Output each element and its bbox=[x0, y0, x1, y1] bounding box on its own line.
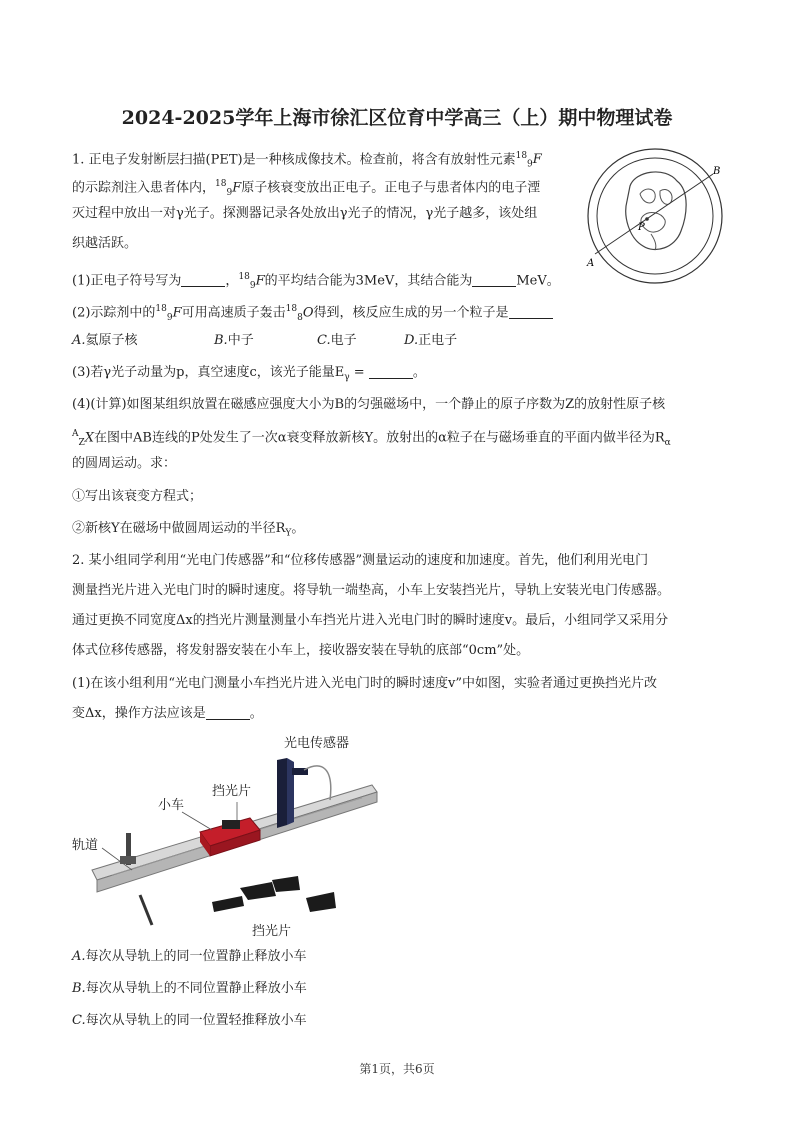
option-letter: A. bbox=[72, 333, 86, 348]
q1-sub3-sub: γ bbox=[344, 372, 350, 383]
q1-sub3-a: (3)若γ光子动量为p，真空速度c，该光子能量E bbox=[72, 365, 345, 380]
q1-sub3-end: 。 bbox=[412, 365, 426, 380]
q2-option-b[interactable] bbox=[72, 980, 307, 998]
q1-sub1: (1)正电子符号写为 ，$^{18}_9$F的平均结合能为3MeV，其结合能为 MeV。 bbox=[72, 272, 560, 291]
q1-intro-line4: 织越活跃。 bbox=[72, 236, 138, 251]
option-text: 中子 bbox=[227, 333, 254, 348]
isotope-f-num: 9 bbox=[226, 187, 233, 198]
answer-blank[interactable] bbox=[472, 272, 516, 287]
q2-sub1-line2-a: 变Δx，操作方法应该是 bbox=[72, 706, 206, 721]
q1-sub4-ii-end: 。 bbox=[291, 521, 305, 536]
q2-sub1-line2-b: 。 bbox=[249, 706, 263, 721]
q1-sub2-a: (2)示踪剂中的 bbox=[72, 305, 156, 321]
q1-sub4-i: ①写出该衰变方程式； bbox=[72, 489, 203, 504]
q1-intro-2b: 原子核衰变放出正电子。正电子与患者体内的电子湮 bbox=[241, 180, 541, 196]
pet-diagram-svg bbox=[585, 146, 725, 286]
page-title: 2024-2025学年上海市徐汇区位育中学高三（上）期中物理试卷 bbox=[121, 107, 673, 129]
isotope-f-symbol: F bbox=[172, 305, 182, 321]
q1-intro-line3: 灭过程中放出一对γ光子。探测器记录各处放出γ光子的情况，γ光子越多，该处组 bbox=[72, 206, 538, 221]
label-p: P bbox=[638, 222, 645, 233]
q1-sub3-b: = bbox=[349, 365, 369, 380]
isotope-f-symbol: F bbox=[532, 152, 542, 168]
option-text: 电子 bbox=[330, 333, 357, 348]
experiment-figure bbox=[72, 730, 382, 940]
q1-sub4-line1: (4)(计算)如图某组织放置在磁感应强度大小为B的匀强磁场中，一个静止的原子序数为Z的放射性原子核 bbox=[72, 397, 666, 412]
q1-sub1-a: (1)正电子符号写为 bbox=[72, 273, 182, 289]
label-sensor: 光电传感器 bbox=[284, 736, 350, 751]
isotope-o-symbol: O bbox=[302, 305, 314, 321]
q1-intro-line1 bbox=[72, 147, 578, 174]
isotope-f-mass: 18 bbox=[238, 272, 250, 282]
isotope-f18 bbox=[515, 151, 542, 170]
option-a[interactable] bbox=[72, 332, 214, 350]
option-letter: A. bbox=[72, 949, 86, 964]
isotope-f-num: 9 bbox=[249, 280, 256, 291]
q2-sub1-line1: (1)在该小组利用“光电门测量小车挡光片进入光电门时的瞬时速度v”中如图，实验者通过更换挡光片改 bbox=[72, 676, 658, 691]
q2-option-a[interactable] bbox=[72, 948, 307, 966]
q2-sub1-line2 bbox=[72, 705, 263, 723]
label-a: A bbox=[587, 258, 595, 269]
q1-sub4-line3: 的圆周运动。求： bbox=[72, 456, 177, 471]
label-flag: 挡光片 bbox=[212, 784, 252, 799]
isotope-o-mass: 18 bbox=[285, 304, 298, 314]
q1-sub4-line2-text: 在图中AB连线的P处发生了一次α衰变释放新核Y。放射出的α粒子在与磁场垂直的平面内做半径为R bbox=[94, 430, 665, 446]
option-text: 每次从导轨上的同一位置轻推释放小车 bbox=[85, 1013, 307, 1028]
q2-option-c[interactable] bbox=[72, 1012, 307, 1030]
option-text: 氦原子核 bbox=[85, 333, 138, 348]
q2-line4: 体式位移传感器，将发射器安装在小车上，接收器安装在导轨的底部“0cm”处。 bbox=[72, 643, 530, 658]
isotope-f-mass: 18 bbox=[155, 304, 167, 314]
isotope-f-num: 9 bbox=[527, 159, 533, 170]
label-cart: 小车 bbox=[158, 798, 185, 813]
q1-sub2 bbox=[72, 300, 553, 327]
q1-sub1-unit: MeV。 bbox=[516, 273, 560, 289]
isotope-f-symbol: F bbox=[232, 180, 242, 196]
answer-blank[interactable] bbox=[369, 364, 413, 379]
q1-options bbox=[72, 332, 457, 350]
option-letter: B. bbox=[214, 333, 228, 348]
label-b: B bbox=[713, 166, 721, 177]
q1-intro-2a: 的示踪剂注入患者体内， bbox=[72, 180, 216, 196]
label-track: 轨道 bbox=[72, 838, 99, 853]
q1-sub2-b: 可用高速质子轰击 bbox=[181, 305, 286, 321]
q1-sub4-ii-text: ②新核Y在磁场中做圆周运动的半径R bbox=[72, 521, 286, 536]
isotope-o-num: 8 bbox=[297, 312, 303, 323]
option-letter: C. bbox=[317, 333, 331, 348]
option-letter: D. bbox=[404, 333, 419, 348]
option-letter: C. bbox=[72, 1013, 86, 1028]
answer-blank[interactable] bbox=[206, 705, 250, 720]
isotope-x-num: Z bbox=[78, 437, 85, 448]
option-text: 每次从导轨上的同一位置静止释放小车 bbox=[85, 949, 307, 964]
q2-line3: 通过更换不同宽度Δx的挡光片测量测量小车挡光片进入光电门时的瞬时速度v。最后，小组同学又采用分 bbox=[72, 613, 669, 628]
option-text: 每次从导轨上的不同位置静止释放小车 bbox=[85, 981, 307, 996]
option-d[interactable] bbox=[404, 332, 457, 350]
page-footer: 第1页，共6页 bbox=[359, 1062, 435, 1076]
isotope-x-mass: A bbox=[72, 429, 79, 439]
r-y-sub: Y bbox=[285, 528, 292, 539]
q2-line2: 测量挡光片进入光电门时的瞬时速度。将导轨一端垫高，小车上安装挡光片，导轨上安装光电门传感器。 bbox=[72, 583, 671, 598]
isotope-f-mass: 18 bbox=[515, 151, 528, 161]
q1-intro-text: 1. 正电子发射断层扫描(PET)是一种核成像技术。检查前，将含有放射性元素 bbox=[72, 152, 516, 168]
q1-intro-line2 bbox=[72, 175, 540, 202]
option-c[interactable] bbox=[317, 332, 404, 350]
q1-sub3 bbox=[72, 364, 426, 387]
option-text: 正电子 bbox=[418, 333, 458, 348]
q1-sub2-c: 得到，核反应生成的另一个粒子是 bbox=[313, 305, 509, 321]
option-b[interactable] bbox=[214, 332, 317, 350]
isotope-f-symbol: F bbox=[255, 273, 265, 289]
q2-line1: 2. 某小组同学利用“光电门传感器”和“位移传感器”测量运动的速度和加速度。首先，他们利用光电门 bbox=[72, 553, 649, 568]
q1-sub1-b: 的平均结合能为3MeV，其结合能为 bbox=[264, 273, 473, 289]
label-flags: 挡光片 bbox=[252, 924, 292, 939]
isotope-f-num: 9 bbox=[166, 312, 173, 323]
q1-sub4-ii bbox=[72, 520, 304, 543]
option-letter: B. bbox=[72, 981, 86, 996]
answer-blank[interactable] bbox=[181, 272, 225, 287]
pet-diagram bbox=[585, 146, 725, 286]
experiment-figure-svg bbox=[72, 730, 382, 940]
q1-sub4-line2 bbox=[72, 425, 671, 452]
isotope-f-mass: 18 bbox=[215, 179, 227, 189]
r-alpha-sub: α bbox=[664, 437, 671, 448]
isotope-x-symbol: X bbox=[84, 430, 95, 446]
answer-blank[interactable] bbox=[509, 304, 553, 319]
